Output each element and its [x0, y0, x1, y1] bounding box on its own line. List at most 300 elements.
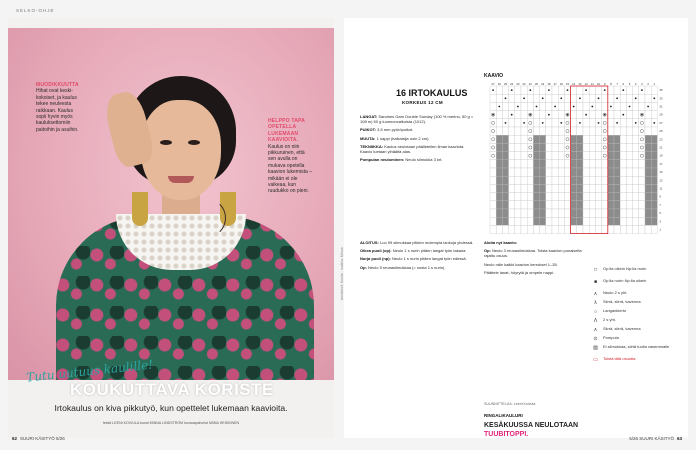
chart-cell — [608, 168, 614, 176]
para-label: LANGAT: — [360, 114, 378, 119]
para-label: Nurja puoli (np): — [360, 256, 391, 262]
chart-cell — [626, 160, 632, 168]
legend-text: Pompula — [603, 335, 619, 340]
chart-cell — [521, 209, 527, 217]
chart-cell — [571, 86, 577, 94]
para-text: 1 nappi (halkaisija noin 2 cm). — [376, 135, 430, 141]
chart-cell — [533, 94, 539, 102]
chart-cell — [651, 176, 657, 184]
chart-cell — [595, 135, 601, 143]
instruction-paragraph — [484, 270, 584, 275]
chart-column-label: 3 — [641, 82, 643, 86]
chart-stitch-symbol — [554, 106, 556, 108]
chart-row-label: 7 — [659, 202, 661, 207]
chart-cell — [540, 176, 546, 184]
chart-cell — [645, 127, 651, 135]
para-text: Luo 99 silmukkaa pitkien molempia lankoja yhdessä. — [380, 240, 474, 245]
chart-cell — [546, 168, 552, 176]
chart-cell — [577, 127, 583, 135]
chart-cell — [602, 135, 608, 143]
chart-cell — [595, 102, 601, 110]
chart-cell — [620, 152, 626, 160]
chart-cell — [552, 127, 558, 135]
chart-cell — [564, 168, 570, 176]
chart-cell — [515, 111, 521, 119]
chart-cell — [626, 119, 632, 127]
chart-stitch-symbol — [542, 97, 544, 99]
chart-cell — [639, 168, 645, 176]
chart-cell — [571, 225, 577, 233]
legend-symbol-icon: ▭ — [593, 357, 598, 363]
chart-cell — [595, 127, 601, 135]
chart-cell — [540, 102, 546, 110]
chart-cell — [620, 143, 626, 151]
chart-stitch-symbol — [616, 122, 618, 124]
chart-cell — [515, 86, 521, 94]
chart-cell — [502, 143, 508, 151]
chart-cell — [540, 168, 546, 176]
credits-text: teksti LEENI KOIVULA kuvat MINNA LINDSTRÖM kuvauspalvelut MIINA HEIKKINEN — [102, 421, 240, 425]
chart-cell — [626, 94, 632, 102]
chart-cell — [552, 111, 558, 119]
chart-cell — [527, 135, 533, 143]
chart-cell — [564, 176, 570, 184]
chart-cell — [633, 176, 639, 184]
chart-cell — [540, 217, 546, 225]
chart-cell — [626, 168, 632, 176]
chart-cell — [521, 184, 527, 192]
chart-cell — [515, 217, 521, 225]
legend-text: Op:lla nurin Np:lla oikein — [603, 278, 647, 283]
chart-cell — [608, 176, 614, 184]
chart-stitch-symbol — [604, 89, 606, 91]
chart-cell — [620, 127, 626, 135]
chart-stitch-symbol — [635, 122, 637, 124]
legend-item — [592, 279, 683, 284]
chart-cell — [515, 94, 521, 102]
chart-cell — [583, 143, 589, 151]
chart-cell — [577, 217, 583, 225]
chart-cell — [533, 193, 539, 201]
chart-cell — [633, 160, 639, 168]
chart-cell — [564, 201, 570, 209]
chart-cell — [552, 184, 558, 192]
chart-cell — [509, 176, 515, 184]
materials-paragraph — [360, 114, 476, 124]
chart-cell — [502, 217, 508, 225]
chart-stitch-symbol — [653, 97, 655, 99]
chart-column-label: 8 — [610, 82, 612, 86]
chart-cell — [509, 201, 515, 209]
chart-cell — [546, 152, 552, 160]
legend-symbol-icon: ∧ — [593, 327, 598, 333]
chart-cell — [521, 127, 527, 135]
chart-cell — [583, 176, 589, 184]
chart-cell — [564, 94, 570, 102]
chart-cell — [490, 209, 496, 217]
legend-symbol-icon: ■ — [593, 279, 598, 285]
para-label: PUIKOT: — [360, 127, 376, 133]
chart-cell — [633, 111, 639, 119]
right-eye-shape — [188, 140, 200, 145]
chart-cell — [496, 119, 502, 127]
para-label: TEKNIIKKA: — [360, 143, 384, 149]
para-text: Neulo näin kaikki kaavion kerrokset 1–35. — [484, 261, 558, 267]
chart-cell — [626, 176, 632, 184]
chart-cell — [564, 184, 570, 192]
legend-text: Neulo 2 s yht. — [603, 290, 628, 295]
chart-cell — [546, 94, 552, 102]
chart-cell — [502, 111, 508, 119]
chart-cell — [564, 102, 570, 110]
chart-stitch-symbol — [579, 122, 581, 124]
chart-cell — [496, 217, 502, 225]
chart-cell — [614, 102, 620, 110]
chart-cell — [602, 152, 608, 160]
chart-cell — [540, 184, 546, 192]
chart-cell — [577, 160, 583, 168]
chart-cell — [490, 217, 496, 225]
chart-column-label: 7 — [616, 82, 618, 86]
chart-cell — [595, 176, 601, 184]
chart-cell — [490, 143, 496, 151]
chart-cell — [496, 152, 502, 160]
chart-cell — [651, 217, 657, 225]
chart-cell — [608, 152, 614, 160]
chart-cell — [608, 135, 614, 143]
chart-cell — [533, 119, 539, 127]
chart-cell — [595, 152, 601, 160]
chart-cell — [571, 135, 577, 143]
chart-cell — [614, 217, 620, 225]
chart-cell — [546, 193, 552, 201]
chart-cell — [626, 209, 632, 217]
materials-paragraph — [360, 127, 476, 132]
chart-stitch-symbol — [511, 89, 513, 91]
chart-cell — [540, 209, 546, 217]
chart-cell — [583, 160, 589, 168]
chart-cell — [651, 184, 657, 192]
chart-cell — [509, 209, 515, 217]
chart-cell — [490, 184, 496, 192]
chart-cell — [614, 209, 620, 217]
chart-cell — [583, 225, 589, 233]
chart-cell — [583, 94, 589, 102]
chart-cell — [540, 193, 546, 201]
legend-item — [592, 357, 683, 362]
chart-cell — [490, 102, 496, 110]
chart-row-label: 17 — [659, 161, 663, 166]
chart-cell — [490, 193, 496, 201]
para-label: Pompulan neulominen: — [360, 157, 405, 163]
chart-cell — [515, 184, 521, 192]
chart-cell — [595, 225, 601, 233]
chart-cell — [558, 201, 564, 209]
chart-cell — [546, 209, 552, 217]
legend-item — [592, 300, 683, 305]
chart-cell — [645, 135, 651, 143]
chart-stitch-symbol — [604, 114, 606, 116]
chart-stitch-symbol — [598, 97, 600, 99]
chart-row-label: 13 — [659, 178, 663, 183]
chart-cell — [496, 193, 502, 201]
chart-cell — [509, 160, 515, 168]
chart-stitch-symbol — [511, 114, 513, 116]
chart-cell — [633, 184, 639, 192]
chart-cell — [502, 193, 508, 201]
chart-cell — [608, 119, 614, 127]
chart-stitch-symbol — [622, 114, 624, 116]
legend-text: Op:lla oikein Np:lla nurin — [603, 266, 647, 271]
chart-cell — [633, 135, 639, 143]
chart-cell — [608, 184, 614, 192]
chart-cell — [602, 102, 608, 110]
chart-cell — [589, 201, 595, 209]
chart-cell — [602, 94, 608, 102]
script-tagline: Tutu uutuus kaulille! — [25, 357, 154, 385]
legend-text: Siirrä, siirrä, kavenna — [603, 299, 641, 304]
instruction-paragraph — [360, 248, 476, 253]
chart-column-label: 13 — [578, 82, 582, 86]
chart-cell — [502, 86, 508, 94]
chart-column-label: 12 — [584, 82, 588, 86]
chart-cell — [496, 111, 502, 119]
chart-cell — [546, 201, 552, 209]
chart-cell — [564, 160, 570, 168]
chart-cell — [571, 111, 577, 119]
chart-cell — [552, 152, 558, 160]
chart-cell — [552, 217, 558, 225]
chart-cell — [558, 152, 564, 160]
chart-column-label: 5 — [628, 82, 631, 86]
left-eye-shape — [160, 140, 172, 145]
chart-cell — [521, 152, 527, 160]
chart-cell — [540, 160, 546, 168]
chart-cell — [533, 217, 539, 225]
legend-symbol-icon: λ — [594, 300, 597, 306]
chart-cell — [626, 127, 632, 135]
chart-cell — [564, 119, 570, 127]
chart-column-label: 20 — [534, 82, 539, 86]
chart-cell — [620, 94, 626, 102]
chart-cell — [558, 225, 564, 233]
chart-cell — [571, 127, 577, 135]
chart-row-label: 21 — [659, 145, 663, 150]
chart-cell — [558, 102, 564, 110]
chart-cell — [564, 193, 570, 201]
chart-cell — [490, 152, 496, 160]
legend-symbol-icon: □ — [593, 267, 598, 273]
chart-cell — [490, 135, 496, 143]
chart-cell — [533, 176, 539, 184]
chart-cell — [589, 152, 595, 160]
chart-cell — [633, 209, 639, 217]
chart-stitch-symbol — [498, 106, 500, 108]
chart-cell — [602, 209, 608, 217]
chart-cell — [620, 225, 626, 233]
left-earring — [132, 192, 148, 226]
chart-cell — [527, 209, 533, 217]
chart-cell — [540, 127, 546, 135]
chart-cell — [639, 94, 645, 102]
chart-cell — [614, 176, 620, 184]
chart-cell — [571, 217, 577, 225]
chart-stitch-symbol — [616, 97, 618, 99]
materials-paragraph — [360, 136, 476, 141]
para-label: ALOITUS: — [360, 240, 379, 245]
chart-cell — [552, 143, 558, 151]
chart-cell — [614, 135, 620, 143]
cover-photo — [8, 28, 334, 380]
annotation-left — [36, 82, 84, 133]
knitting-chart — [484, 80, 664, 240]
chart-cell — [589, 193, 595, 201]
chart-cell — [571, 168, 577, 176]
chart-cell — [626, 143, 632, 151]
chart-cell — [558, 176, 564, 184]
chart-cell — [577, 143, 583, 151]
para-text: Neulo 5 reunasilmukkaa (= nosta 1 s nurin). — [368, 264, 446, 270]
chart-cell — [552, 201, 558, 209]
chart-stitch-symbol — [585, 89, 587, 91]
chart-cell — [583, 152, 589, 160]
chart-stitch-symbol — [492, 114, 494, 116]
materials-paragraph — [360, 157, 476, 162]
chart-cell — [546, 217, 552, 225]
chart-cell — [645, 201, 651, 209]
chart-cell — [639, 135, 645, 143]
chart-stitch-symbol — [567, 89, 569, 91]
chart-cell — [558, 160, 564, 168]
chart-cell — [602, 176, 608, 184]
chart-cell — [602, 127, 608, 135]
chart-stitch-symbol — [542, 122, 544, 124]
chart-cell — [533, 201, 539, 209]
para-label: MUUTA: — [360, 135, 376, 141]
chart-cell — [602, 201, 608, 209]
chart-cell — [515, 135, 521, 143]
chart-cell — [558, 86, 564, 94]
chart-cell — [527, 217, 533, 225]
chart-cell — [633, 127, 639, 135]
folio-right-number: 63 — [676, 436, 682, 441]
chart-cell — [552, 176, 558, 184]
chart-cell — [571, 209, 577, 217]
chart-cell — [626, 217, 632, 225]
chart-cell — [651, 111, 657, 119]
chart-stitch-symbol — [641, 89, 643, 91]
chart-row-label: 23 — [659, 137, 663, 142]
legend-symbol-icon: ⊙ — [593, 336, 598, 342]
chart-cell — [577, 152, 583, 160]
chart-cell — [589, 111, 595, 119]
chart-row-label: 27 — [659, 120, 663, 125]
chart-stitch-symbol — [629, 106, 631, 108]
chart-cell — [502, 225, 508, 233]
chart-row-label: 31 — [659, 104, 663, 109]
chart-cell — [533, 143, 539, 151]
chart-stitch-symbol — [560, 122, 562, 124]
chart-cell — [527, 201, 533, 209]
materials-paragraph — [360, 144, 476, 154]
chart-cell — [502, 201, 508, 209]
chart-cell — [639, 217, 645, 225]
instructions-column — [360, 240, 476, 273]
chart-cell — [515, 168, 521, 176]
chart-cell — [583, 184, 589, 192]
legend-item — [592, 267, 683, 272]
chart-cell — [633, 152, 639, 160]
chart-cell — [571, 143, 577, 151]
chart-cell — [564, 135, 570, 143]
chart-cell — [589, 143, 595, 151]
chart-cell — [571, 152, 577, 160]
chart-cell — [639, 119, 645, 127]
chart-cell — [564, 127, 570, 135]
chart-cell — [651, 209, 657, 217]
chart-cell — [515, 201, 521, 209]
chart-column-label: 4 — [634, 82, 637, 86]
chart-cell — [527, 160, 533, 168]
chart-cell — [602, 184, 608, 192]
chart-stitch-symbol — [567, 114, 569, 116]
chart-stitch-symbol — [635, 97, 637, 99]
annotation-left-title: MUODIKKUUTTA — [36, 82, 79, 88]
chart-cell — [645, 176, 651, 184]
chart-cell — [552, 209, 558, 217]
chart-cell — [540, 143, 546, 151]
chart-cell — [571, 94, 577, 102]
chart-stitch-symbol — [622, 89, 624, 91]
chart-cell — [651, 193, 657, 201]
chart-cell — [626, 111, 632, 119]
chart-cell — [620, 217, 626, 225]
chart-column-label: 6 — [622, 82, 625, 86]
chart-column-label: 2 — [647, 82, 649, 86]
chart-cell — [583, 209, 589, 217]
chart-cell — [515, 176, 521, 184]
chart-cell — [527, 176, 533, 184]
chart-stitch-symbol — [505, 122, 507, 124]
chart-cell — [546, 176, 552, 184]
chart-cell — [645, 209, 651, 217]
section-heading: RINGALIKAULURI — [484, 413, 523, 418]
chart-column-label: 9 — [603, 82, 606, 86]
chart-cell — [608, 201, 614, 209]
chart-column-label: 18 — [547, 82, 551, 86]
chart-row-label: 5 — [659, 211, 661, 216]
chart-column-label: 25 — [503, 82, 508, 86]
chart-cell — [571, 119, 577, 127]
chart-cell — [521, 86, 527, 94]
chart-cell — [571, 176, 577, 184]
chart-cell — [521, 217, 527, 225]
chart-cell — [533, 209, 539, 217]
chart-cell — [626, 135, 632, 143]
chart-cell — [595, 168, 601, 176]
para-text: Neulo 3 reunasilmukkaa. Toista kaavion punaisella rajattu osuus. — [484, 248, 582, 259]
chart-cell — [633, 102, 639, 110]
chart-cell — [502, 135, 508, 143]
face-shape — [141, 100, 221, 200]
chart-cell — [515, 127, 521, 135]
chart-cell — [583, 193, 589, 201]
para-text: Kaulus neulotaan päälletellen ilman kaaviota. Kaavio luetaan ylhäältä alas. — [360, 143, 465, 155]
chart-cell — [527, 143, 533, 151]
chart-cell — [626, 152, 632, 160]
folio-left-text: SUURI KÄSITYÖ 5/26 — [20, 436, 65, 441]
chart-column-label: 19 — [541, 82, 545, 86]
